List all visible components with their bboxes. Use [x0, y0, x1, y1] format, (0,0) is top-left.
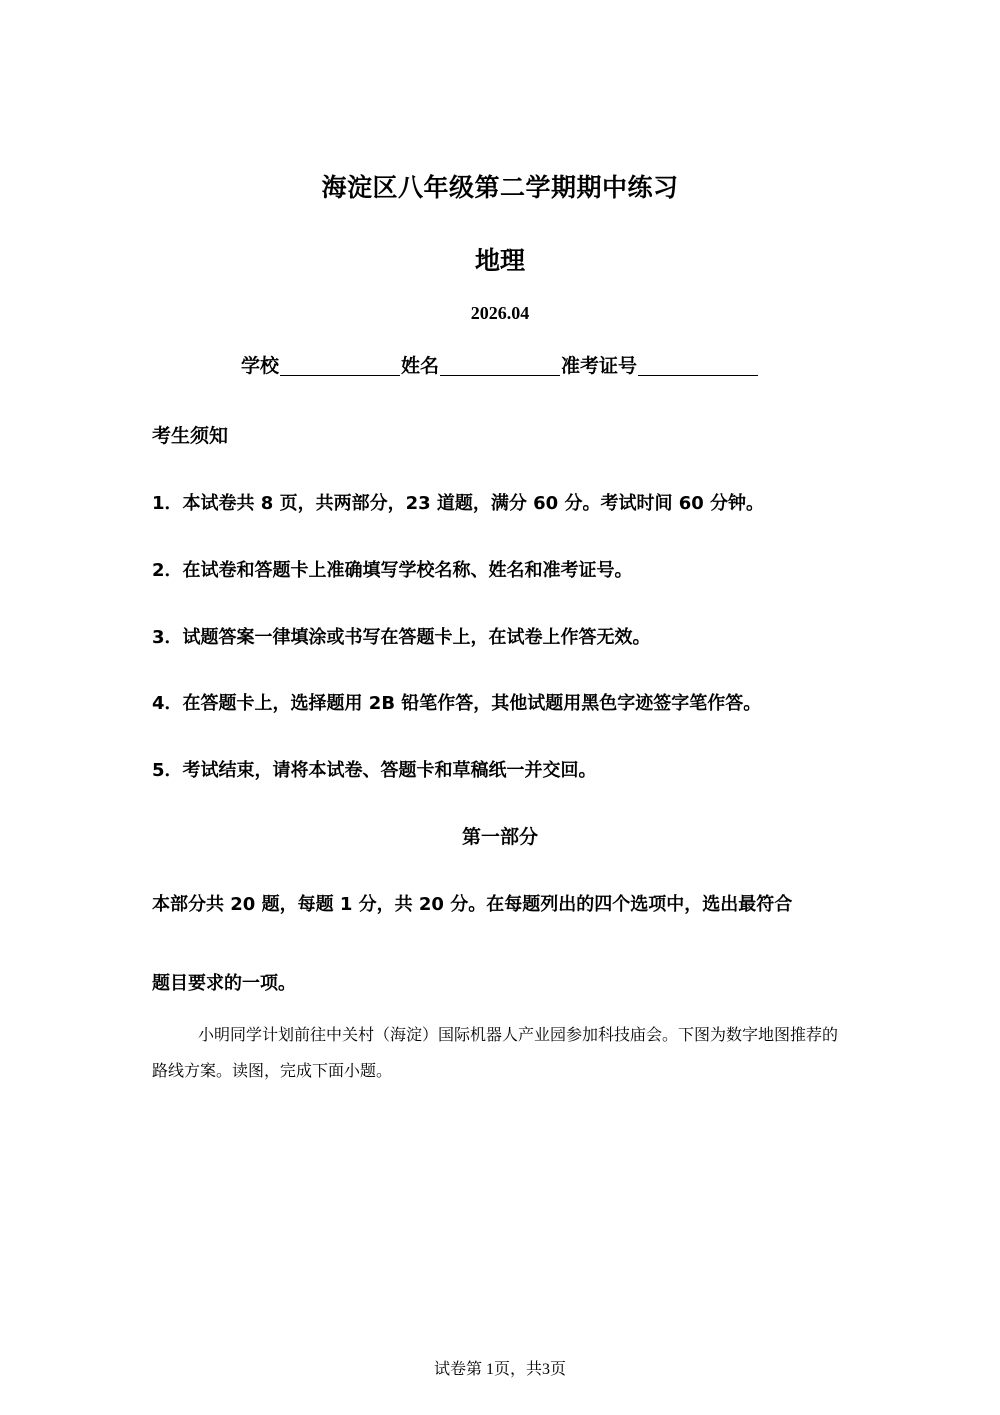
question-context-paragraph — [152, 1017, 842, 1089]
exam-date: 2026.04 — [470, 303, 530, 323]
part-one-heading: 第一部分 — [461, 826, 538, 848]
exam-subject: 地理 — [474, 246, 525, 275]
name-label: 姓名 — [400, 355, 439, 377]
notice-item: 3．试题答案一律填涂或书写在答题卡上，在试卷上作答无效。 — [152, 627, 651, 648]
question-context-text: 小明同学计划前往中关村（海淀）国际机器人产业园参加科技庙会。下图为数字地图推荐的路线方案。读图，完成下面小题。 — [152, 1025, 839, 1080]
notice-item: 5．考试结束，请将本试卷、答题卡和草稿纸一并交回。 — [152, 760, 597, 781]
page-footer: 试卷第 1页，共3页 — [433, 1361, 566, 1378]
part-one-intro-line2: 题目要求的一项。 — [152, 973, 296, 994]
school-blank — [280, 353, 400, 376]
notice-heading: 考生须知 — [152, 425, 229, 447]
exam-title: 海淀区八年级第二学期期中练习 — [321, 173, 679, 202]
notice-item: 4．在答题卡上，选择题用 2B 铅笔作答，其他试题用黑色字迹签字笔作答。 — [152, 693, 762, 714]
exam-id-blank — [638, 353, 758, 376]
part-one-intro-line1: 本部分共 20 题，每题 1 分，共 20 分。在每题列出的四个选项中，选出最符合 — [152, 894, 793, 915]
notice-item: 1．本试卷共 8 页，共两部分，23 道题，满分 60 分。考试时间 60 分钟。 — [152, 493, 765, 514]
exam-id-label: 准考证号 — [561, 355, 638, 377]
notice-item: 2．在试卷和答题卡上准确填写学校名称、姓名和准考证号。 — [152, 560, 633, 581]
student-info-line — [0, 351, 1000, 378]
name-blank — [440, 353, 560, 376]
school-label: 学校 — [240, 355, 279, 377]
